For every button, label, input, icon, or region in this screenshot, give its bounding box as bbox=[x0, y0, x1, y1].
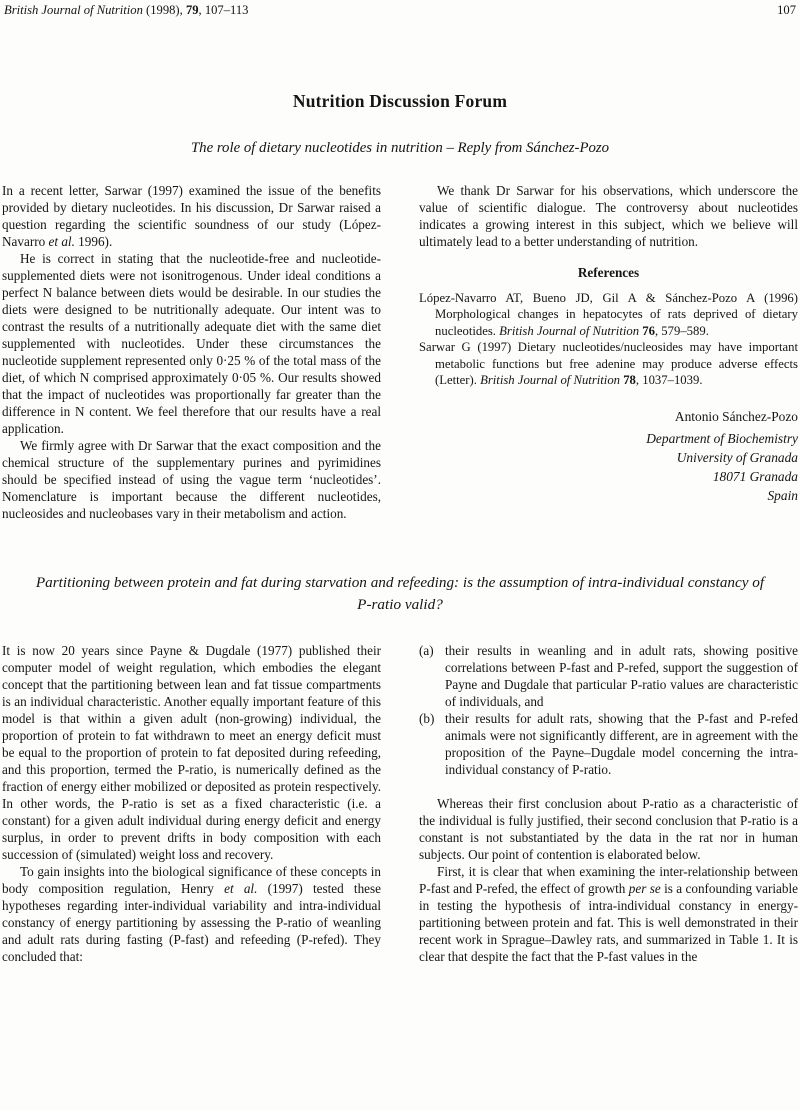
author-affiliation-line: Department of Biochemistry bbox=[646, 430, 798, 446]
article2-right-column bbox=[419, 642, 798, 965]
page-number: 107 bbox=[777, 3, 796, 17]
journal-citation: British Journal of Nutrition (1998), 79, 107–113 bbox=[4, 3, 249, 17]
paragraph: He is correct in stating that the nucleotide-free and nucleotide-supplemented diets were not isonitrogenous. Under ideal conditions a perfect N balance between diets would be desirable. In our studies the diets were designed to be nutritionally adequate. Our intent was to contrast the results of a nutritionally adequate diet with the same diet supplemented with nucleotides. Under these circumstances the nucleotide supplement represented only 0·25 % of the total mass of the diet, of which N comprised approximately 0·05 %. Our results showed that the impact of nucleotides was proportionally far greater than the difference in N content. We feel therefore that our results have a real application. bbox=[2, 250, 381, 436]
paragraph: To gain insights into the biological significance of these concepts in body composition regulation, Henry et al. (1997) tested these hypotheses regarding inter-individual variability and intra-individual constancy of energy partitioning by assessing the P-ratio of weanling and adult rats during fasting (P-fast) and refeeding (P-refed). They concluded that: bbox=[2, 863, 382, 964]
list-marker-b: (b) bbox=[419, 710, 435, 726]
paragraph: We firmly agree with Dr Sarwar that the exact composition and the chemical structure of the supplementary purines and pyrimidines should be specified instead of using the vague term ‘nucleotides’. Nomenclature is important because the different nucleotides, nucleosides and nucleobases vary in their metabolism and action. bbox=[2, 437, 381, 521]
references-heading: References bbox=[577, 264, 640, 280]
author-affiliation-line: Spain bbox=[767, 487, 798, 503]
forum-section-title: Nutrition Discussion Forum bbox=[292, 90, 508, 111]
article-discussion-forum bbox=[2, 91, 798, 522]
article1-right-column bbox=[419, 182, 798, 522]
article2-title: Partitioning between protein and fat during starvation and refeeding: is the assumption of intra-individual constancy of P-ratio valid? bbox=[35, 573, 765, 613]
article-p-ratio bbox=[2, 572, 798, 965]
article2-columns bbox=[2, 642, 798, 965]
paragraph: First, it is clear that when examining the inter-relationship between P-fast and P-refed, the effect of growth per se is a confounding variable in testing the hypothesis of intra-individual constancy in energy-partitioning between protein and fat. This is well demonstrated in their recent work in Sprague–Dawley rats, and summarized in Table 1. It is clear that despite the fact that the P-fast values in the bbox=[419, 863, 798, 964]
paragraph: We thank Dr Sarwar for his observations, which underscore the value of scientific dialogue. The controversy about nucleotides indicates a growing interest in this subject, which we believe will ultimately lead to a better understanding of nutrition. bbox=[419, 182, 798, 249]
paragraph: Whereas their first conclusion about P-ratio as a characteristic of the individual is fully justified, their second conclusion that P-ratio is a constant is not substantiated by the data in the rat nor in human subjects. Our point of contention is elaborated below. bbox=[419, 795, 798, 862]
page-header bbox=[2, 3, 798, 19]
author-name: Antonio Sánchez-Pozo bbox=[674, 408, 798, 424]
reference-entry: López-Navarro AT, Bueno JD, Gil A & Sánchez-Pozo A (1996) Morphological changes in hepatocytes of rats deprived of dietary nucleotides. British Journal of Nutrition 76, 579–589. bbox=[419, 290, 798, 338]
author-signature-block bbox=[419, 407, 798, 505]
list-marker-a: (a) bbox=[419, 642, 434, 658]
article1-columns bbox=[2, 182, 798, 522]
paragraph: It is now 20 years since Payne & Dugdale (1977) published their computer model of weight regulation, which embodies the elegant concept that the partitioning between lean and fat tissue compartments is an individual characteristic. Another equally important feature of this model is that within a given adult (non-growing) individual, the proportion of protein to fat withdrawn to meet an energy deficit must be equal to the proportion of protein to fat deposited during refeeding, and this proportion, termed the P-ratio, is numerically defined as the fraction of energy either mobilized or deposited as protein respectively. In other words, the P-ratio is set as a fixed characteristic (i.e. a constant) for a given adult individual during energy deficit and energy surplus, in order to prevent drifts in body composition with each succession of (simulated) weight loss and recovery. bbox=[2, 642, 381, 862]
list-item-text: their results in weanling and in adult rats, showing positive correlations between P-fast and P-refed, support the suggestion of Payne and Dugdale that particular P-ratio values are characteristic of individuals, and bbox=[445, 642, 798, 709]
paragraph: In a recent letter, Sarwar (1997) examined the issue of the benefits provided by dietary nucleotides. In his discussion, Dr Sarwar raised a question regarding the scientific soundness of our study (López-Navarro et al. 1996). bbox=[2, 182, 381, 249]
list-item-b bbox=[419, 710, 798, 778]
author-affiliation-line: University of Granada bbox=[676, 449, 798, 465]
list-item-a bbox=[419, 642, 798, 710]
article1-title: The role of dietary nucleotides in nutrition – Reply from Sánchez-Pozo bbox=[190, 139, 610, 156]
reference-entry: Sarwar G (1997) Dietary nucleotides/nucleosides may have important metabolic functions but free adenine may produce adverse effects (Letter). British Journal of Nutrition 78, 1037–1039. bbox=[419, 340, 798, 388]
article1-left-column bbox=[2, 182, 381, 522]
article2-left-column bbox=[2, 642, 381, 965]
author-affiliation-line: 18071 Granada bbox=[712, 468, 798, 484]
list-item-text: their results for adult rats, showing that the P-fast and P-refed animals were not significantly different, are in agreement with the proposition of the Payne–Dugdale model concerning the intra-individual constancy of P-ratio. bbox=[445, 710, 798, 777]
